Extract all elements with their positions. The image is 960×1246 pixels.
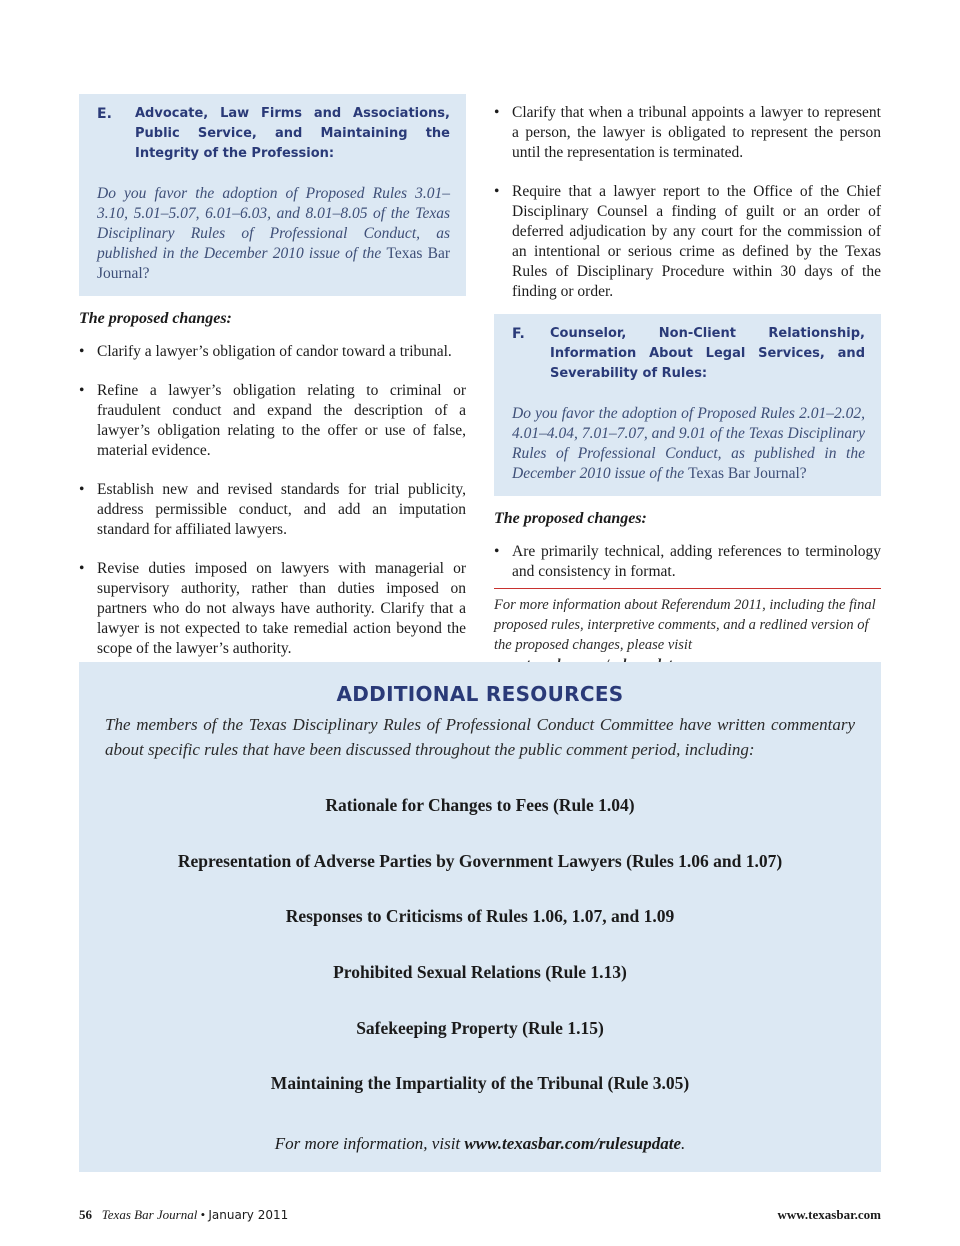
resource-item: Safekeeping Property (Rule 1.15) (356, 1017, 604, 1038)
box-f-heading (512, 324, 865, 384)
resources-more-info (79, 1134, 881, 1154)
list-item: • Clarify that when a tribunal appoints a lawyer to represent a person, the lawyer is obligated to represent the person until the representation is terminated. (494, 103, 881, 163)
box-e-letter: E. (97, 106, 112, 122)
magazine-name: Texas Bar Journal (101, 1207, 198, 1222)
additional-resources-panel (79, 662, 881, 1172)
footer-separator: • (200, 1207, 206, 1222)
resource-item: Prohibited Sexual Relations (Rule 1.13) (333, 962, 627, 983)
list-item: • Establish new and revised standards for trial publicity, address permissible conduct, and add an imputation standard for affiliated lawyers. (79, 480, 466, 540)
list-item: • Require that a lawyer report to the Office of the Chief Disciplinary Counsel a finding of guilt or an order of deferred adjudication by any court for the commission of an intentional or serious crime as defined by the Texas Rules of Disciplinary Procedure within 30 days of the finding or order. (494, 182, 881, 302)
resources-more-link[interactable]: www.texasbar.com/rulesupdate (464, 1134, 682, 1154)
box-e-question (97, 184, 450, 284)
additional-resources-title: ADDITIONAL RESOURCES (336, 682, 624, 706)
proposed-changes-heading-e: The proposed changes: (79, 310, 232, 327)
list-item: • Revise duties imposed on lawyers with managerial or supervisory authority, rather than duties imposed on partners who do not always have authority. Clarify that a lawyer is not expected to take remedial action beyond the scope of the lawyer’s authority. (79, 559, 466, 659)
list-item: • Refine a lawyer’s obligation relating to criminal or fraudulent conduct and expand the description of a lawyer’s obligation relating to the offer or use of false, material evidence. (79, 381, 466, 461)
proposed-changes-list-e-continued (494, 103, 881, 302)
proposed-changes-heading-f: The proposed changes: (494, 510, 647, 527)
resource-item: Maintaining the Impartiality of the Tribunal (Rule 3.05) (270, 1073, 690, 1094)
additional-resources-intro: The members of the Texas Disciplinary Rules of Professional Conduct Committee have written commentary about specific rules that have been discussed throughout the public comment period, including: (105, 715, 855, 759)
resource-list (79, 794, 881, 1128)
box-f-letter: F. (512, 326, 525, 342)
box-f-journal-name: Texas Bar Journal? (688, 465, 807, 482)
right-column (494, 94, 881, 675)
resources-more-prefix: For more information, visit (274, 1134, 461, 1154)
box-f-question-text: Do you favor the adoption of Proposed Rules 2.01–2.02, 4.01–4.04, 7.01–7.07, and 9.01 of the Texas Disciplinary Rules of Professional Conduct, as published in the December 2010 issue of the (512, 405, 865, 482)
question-box-f (494, 314, 881, 496)
page-footer (79, 1207, 881, 1223)
left-column (79, 94, 466, 678)
resources-more-period: . (681, 1134, 686, 1154)
box-e-journal-name: Texas Bar Journal? (97, 245, 450, 282)
page-number: 56 (79, 1207, 92, 1222)
box-e-heading (97, 104, 450, 164)
resource-item: Rationale for Changes to Fees (Rule 1.04) (325, 795, 635, 815)
issue-date: January 2011 (208, 1208, 289, 1222)
box-f-title: Counselor, Non-Client Relationship, Information About Legal Services, and Severability of Rules: (550, 326, 865, 381)
footer-left (79, 1207, 288, 1223)
proposed-changes-list-e (79, 342, 466, 659)
list-item: • Are primarily technical, adding references to terminology and consistency in format. (494, 542, 881, 582)
box-e-question-text: Do you favor the adoption of Proposed Rules 3.01– 3.10, 5.01–5.07, 6.01–6.03, and 8.01–8.05 of the Texas Disciplinary Rules of Professional Conduct, as published in the December 2010 issue of the (97, 185, 450, 262)
question-box-e (79, 94, 466, 296)
resource-item: Responses to Criticisms of Rules 1.06, 1.07, and 1.09 (285, 906, 675, 927)
box-e-title: Advocate, Law Firms and Associations, Public Service, and Maintaining the Integrity of the Profession: (135, 106, 450, 161)
proposed-changes-list-f (494, 542, 881, 582)
footer-website[interactable]: www.texasbar.com (777, 1207, 881, 1222)
more-info-text: For more information about Referendum 2011, including the final proposed rules, interpretive comments, and a redlined version of the proposed changes, please visit (494, 597, 876, 653)
resource-item: Representation of Adverse Parties by Government Lawyers (Rules 1.06 and 1.07) (177, 850, 783, 871)
list-item: • Clarify a lawyer’s obligation of candor toward a tribunal. (79, 342, 466, 362)
box-f-question (512, 404, 865, 484)
